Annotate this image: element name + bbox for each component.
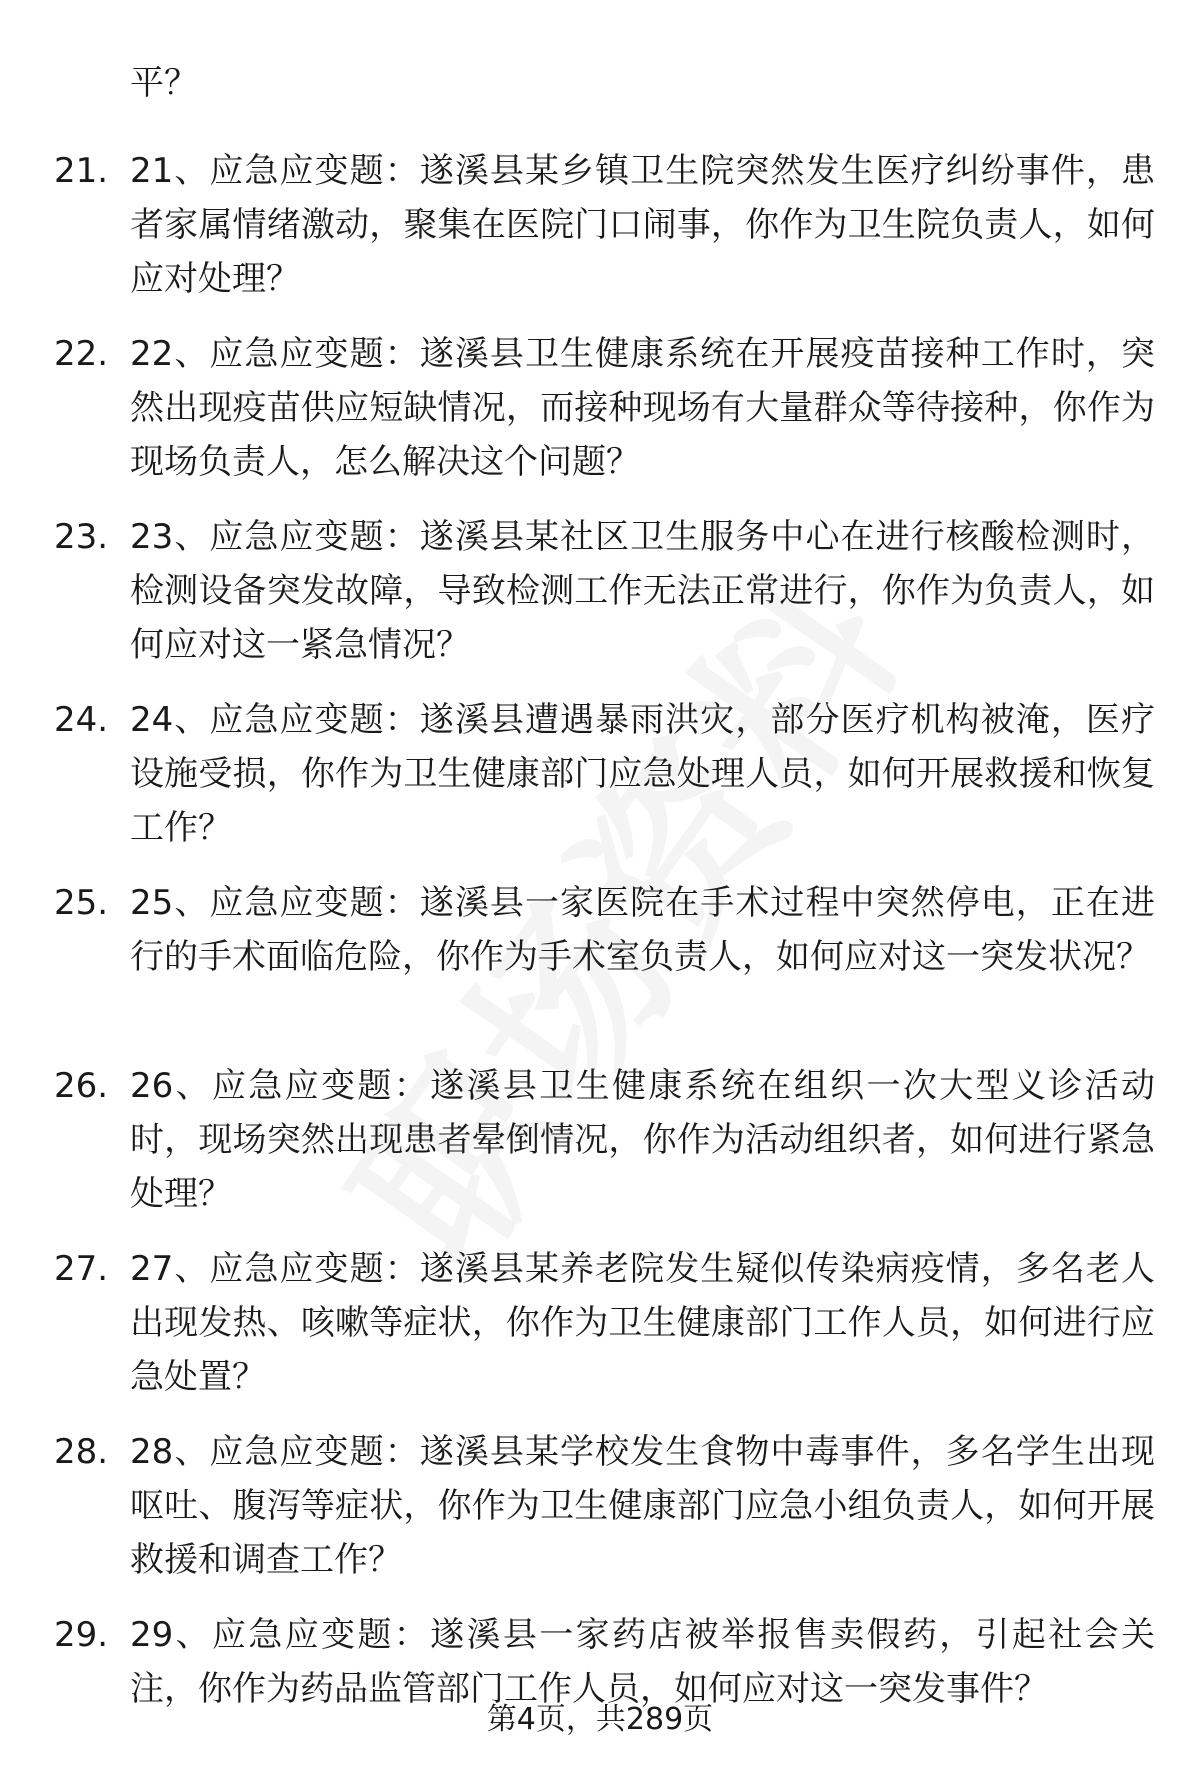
list-item (0, 876, 1200, 1059)
page-footer: 第4页，共289页 (486, 1702, 714, 1737)
list-item (0, 1242, 1200, 1425)
question-text: 29、应急应变题：遂溪县一家药店被举报售卖假药，引起社会关注，你作为药品监管部门工作人员，如何应对这一突发事件？ (130, 1615, 1155, 1709)
question-text: 24、应急应变题：遂溪县遭遇暴雨洪灾，部分医疗机构被淹，医疗设施受损，你作为卫生健康部门应急处理人员，如何开展救援和恢复工作？ (130, 700, 1155, 848)
question-number: 24. (54, 700, 109, 740)
question-text: 23、应急应变题：遂溪县某社区卫生服务中心在进行核酸检测时，检测设备突发故障，导致检测工作无法正常进行，你作为负责人，如何应对这一紧急情况？ (130, 517, 1155, 665)
list-item (0, 510, 1200, 693)
question-text: 27、应急应变题：遂溪县某养老院发生疑似传染病疫情，多名老人出现发热、咳嗽等症状，你作为卫生健康部门工作人员，如何进行应急处置？ (130, 1249, 1155, 1397)
question-text: 25、应急应变题：遂溪县一家医院在手术过程中突然停电，正在进行的手术面临危险，你作为手术室负责人，如何应对这一突发状况？ (130, 883, 1155, 977)
list-item (0, 693, 1200, 876)
question-number: 21. (54, 151, 109, 191)
question-number: 29. (54, 1615, 109, 1655)
question-number: 22. (54, 334, 109, 374)
question-text: 26、应急应变题：遂溪县卫生健康系统在组织一次大型义诊活动时，现场突然出现患者晕倒情况，你作为活动组织者，如何进行紧急处理？ (130, 1066, 1155, 1214)
question-number: 23. (54, 517, 109, 557)
question-text: 22、应急应变题：遂溪县卫生健康系统在开展疫苗接种工作时，突然出现疫苗供应短缺情况，而接种现场有大量群众等待接种，你作为现场负责人，怎么解决这个问题？ (130, 334, 1155, 482)
carry-over-text: 平？ (130, 63, 198, 103)
question-text: 28、应急应变题：遂溪县某学校发生食物中毒事件，多名学生出现呕吐、腹泻等症状，你作为卫生健康部门应急小组负责人，如何开展救援和调查工作？ (130, 1432, 1155, 1580)
question-number: 25. (54, 883, 109, 923)
list-item (0, 144, 1200, 327)
question-number: 26. (54, 1066, 109, 1106)
question-list (0, 144, 1200, 1791)
question-number: 27. (54, 1249, 109, 1289)
list-item (0, 1059, 1200, 1242)
question-number: 28. (54, 1432, 109, 1472)
list-item (0, 327, 1200, 510)
list-item (0, 1425, 1200, 1608)
question-text: 21、应急应变题：遂溪县某乡镇卫生院突然发生医疗纠纷事件，患者家属情绪激动，聚集在医院门口闹事，你作为卫生院负责人，如何应对处理？ (130, 151, 1155, 299)
